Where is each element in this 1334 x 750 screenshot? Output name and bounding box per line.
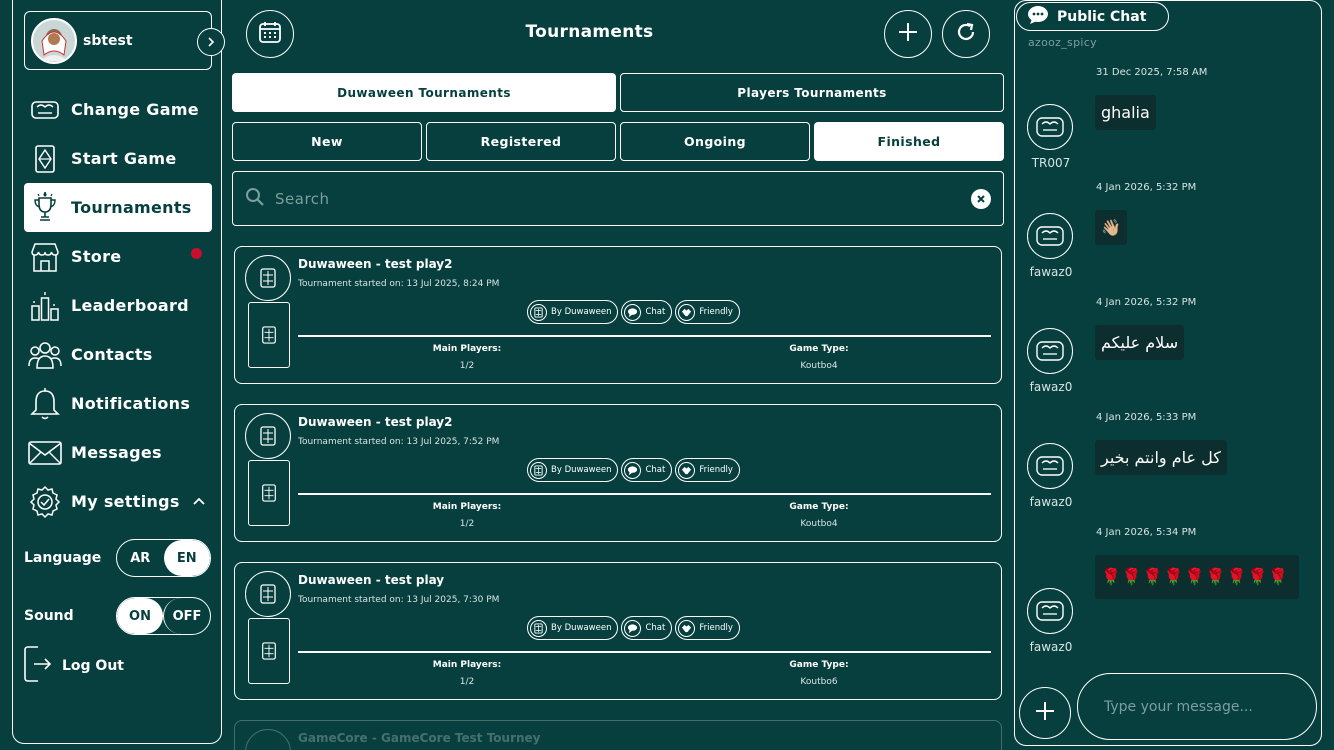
tournament-card[interactable] <box>234 562 1002 700</box>
search-input[interactable] <box>275 190 955 208</box>
tag-label: Chat <box>645 465 666 475</box>
sidebar-item-tournaments[interactable] <box>24 183 212 232</box>
sidebar-item-label: Start Game <box>71 149 177 168</box>
main-players-label: Main Players: <box>432 502 502 512</box>
tournament-status-tabs <box>232 122 1004 161</box>
contacts-icon <box>28 338 62 372</box>
tag-label: Friendly <box>699 465 733 475</box>
main-players-stat <box>397 660 537 687</box>
tag-chat <box>621 458 672 482</box>
search-icon <box>245 187 265 211</box>
user-avatar-icon[interactable] <box>1027 443 1073 489</box>
message-time: 4 Jan 2026, 5:32 PM <box>1096 297 1197 308</box>
game-type-value: Koutbo6 <box>800 677 838 687</box>
chat-bubble-icon <box>624 620 641 637</box>
tag-label: Friendly <box>699 623 733 633</box>
message-username: fawaz0 <box>1029 265 1073 279</box>
language-option-en[interactable]: EN <box>164 540 211 576</box>
chat-message <box>1015 67 1321 177</box>
sidebar-item-start-game[interactable] <box>24 134 212 183</box>
chevron-up-icon[interactable] <box>192 491 206 510</box>
tab-ongoing[interactable]: Ongoing <box>620 122 810 161</box>
sidebar-item-contacts[interactable] <box>24 330 212 379</box>
tag-label: Friendly <box>699 307 733 317</box>
tag-label: By Duwaween <box>551 307 612 317</box>
logout-button[interactable] <box>24 645 124 687</box>
tournament-start-date: Tournament started on: 13 Jul 2025, 7:30 PM <box>298 595 500 605</box>
sidebar-item-label: Contacts <box>71 345 153 364</box>
chat-bubble-icon <box>624 304 641 321</box>
sidebar-item-messages[interactable] <box>24 428 212 477</box>
chat-attach-button[interactable] <box>1019 687 1071 739</box>
game-type-label: Game Type: <box>789 502 849 512</box>
sidebar-item-label: Change Game <box>71 100 199 119</box>
handshake-icon <box>678 620 695 637</box>
tag-friendly <box>675 616 740 640</box>
game-card-icon <box>248 618 290 684</box>
chat-current-user: azooz_spicy <box>1028 36 1097 49</box>
user-avatar-icon[interactable] <box>1027 213 1073 259</box>
user-avatar-icon[interactable] <box>1027 588 1073 634</box>
sidebar-item-label: Store <box>71 247 122 266</box>
cards-icon <box>28 93 62 127</box>
start-game-icon <box>28 142 62 176</box>
message-time: 4 Jan 2026, 5:32 PM <box>1096 182 1197 193</box>
chat-bubble-icon <box>1027 5 1049 29</box>
organizer-icon <box>530 462 547 479</box>
game-card-icon <box>248 460 290 526</box>
trophy-icon <box>28 191 62 225</box>
organizer-icon <box>530 620 547 637</box>
message-bubble: سلام عليكم <box>1095 325 1184 360</box>
tournament-title: Duwaween - test play <box>298 573 445 587</box>
game-type-label: Game Type: <box>789 344 849 354</box>
sidebar-item-leaderboard[interactable] <box>24 281 212 330</box>
chat-message <box>1015 412 1321 522</box>
sidebar-item-label: Notifications <box>71 394 191 413</box>
tournament-start-date: Tournament started on: 13 Jul 2025, 8:24 PM <box>298 279 500 289</box>
divider <box>298 651 991 653</box>
main-players-label: Main Players: <box>432 660 502 670</box>
message-time: 31 Dec 2025, 7:58 AM <box>1096 67 1208 78</box>
chat-channel-pill[interactable] <box>1016 2 1169 31</box>
plus-icon <box>1034 700 1056 726</box>
tag-label: Chat <box>645 623 666 633</box>
chat-channel-title: Public Chat <box>1057 8 1147 25</box>
tournament-tags <box>527 458 740 482</box>
game-logo-icon <box>245 729 291 750</box>
store-icon <box>28 240 62 274</box>
message-bubble: كل عام وانتم بخير <box>1095 440 1227 475</box>
sidebar-item-my-settings[interactable] <box>24 477 212 526</box>
settings-gear-icon <box>28 485 62 519</box>
sound-option-on[interactable]: ON <box>117 598 163 634</box>
handshake-icon <box>678 304 695 321</box>
add-tournament-button[interactable] <box>884 10 932 58</box>
chat-messages <box>1015 61 1321 671</box>
language-label: Language <box>24 550 102 566</box>
language-option-ar[interactable]: AR <box>130 550 151 566</box>
chat-bubble-icon <box>624 462 641 479</box>
tag-organizer <box>527 616 618 640</box>
tab-players-tournaments[interactable]: Players Tournaments <box>620 73 1004 112</box>
message-username: fawaz0 <box>1029 640 1073 654</box>
refresh-button[interactable] <box>942 10 990 58</box>
message-time: 4 Jan 2026, 5:34 PM <box>1096 527 1197 538</box>
logout-icon <box>24 645 52 687</box>
chat-message <box>1015 527 1321 671</box>
tab-new[interactable]: New <box>232 122 422 161</box>
refresh-icon <box>955 21 977 47</box>
tournament-title: GameCore - GameCore Test Tourney <box>298 731 541 745</box>
search-bar <box>232 171 1004 226</box>
tag-organizer <box>527 300 618 324</box>
main-content <box>232 0 1004 750</box>
message-bubble: 👋🏼 <box>1095 210 1127 245</box>
sidebar-item-label: Leaderboard <box>71 296 189 315</box>
tag-friendly <box>675 300 740 324</box>
tag-label: By Duwaween <box>551 465 612 475</box>
tournament-title: Duwaween - test play2 <box>298 257 453 271</box>
sidebar-item-notifications[interactable] <box>24 379 212 428</box>
profile-card[interactable] <box>24 11 212 70</box>
tournament-tags <box>527 616 740 640</box>
sound-label: Sound <box>24 608 74 624</box>
divider <box>298 493 991 495</box>
tag-chat <box>621 300 672 324</box>
tournament-tags <box>527 300 740 324</box>
handshake-icon <box>678 462 695 479</box>
organizer-icon <box>530 304 547 321</box>
sound-toggle[interactable] <box>116 597 211 635</box>
tournament-card[interactable] <box>234 720 1002 750</box>
tag-label: Chat <box>645 307 666 317</box>
language-row <box>24 539 212 577</box>
divider <box>298 335 991 337</box>
message-username: fawaz0 <box>1029 495 1073 509</box>
sound-row <box>24 597 212 635</box>
chat-message <box>1015 297 1321 407</box>
game-logo-icon <box>245 413 291 459</box>
tournament-source-tabs <box>232 73 1004 112</box>
main-players-stat <box>397 344 537 371</box>
sidebar <box>12 0 222 744</box>
game-type-stat <box>749 502 889 529</box>
main-players-value: 1/2 <box>459 519 475 529</box>
tournament-card[interactable] <box>234 404 1002 542</box>
envelope-icon <box>28 436 62 470</box>
bell-icon <box>28 387 62 421</box>
game-logo-icon <box>245 571 291 617</box>
tag-organizer <box>527 458 618 482</box>
chat-panel <box>1014 0 1322 746</box>
sidebar-item-change-game[interactable] <box>24 85 212 134</box>
game-card-icon <box>248 302 290 368</box>
tag-chat <box>621 616 672 640</box>
sidebar-item-label: Messages <box>71 443 162 462</box>
tab-finished[interactable]: Finished <box>814 122 1004 161</box>
game-type-label: Game Type: <box>789 660 849 670</box>
game-type-value: Koutbo4 <box>800 519 838 529</box>
logout-label: Log Out <box>62 658 124 674</box>
sidebar-nav <box>24 85 212 526</box>
tag-friendly <box>675 458 740 482</box>
tournament-card[interactable] <box>234 246 1002 384</box>
tab-duwaween-tournaments[interactable]: Duwaween Tournaments <box>232 73 616 112</box>
game-type-stat <box>749 660 889 687</box>
language-toggle[interactable] <box>116 539 211 577</box>
tournament-title: Duwaween - test play2 <box>298 415 453 429</box>
tag-label: By Duwaween <box>551 623 612 633</box>
plus-icon <box>897 21 919 47</box>
message-username: TR007 <box>1031 156 1071 170</box>
sidebar-item-label: Tournaments <box>71 198 192 217</box>
sidebar-item-label: My settings <box>71 492 180 511</box>
chat-message-input[interactable] <box>1077 673 1317 740</box>
sound-option-off[interactable]: OFF <box>163 598 210 634</box>
tab-registered[interactable]: Registered <box>426 122 616 161</box>
sidebar-item-store[interactable] <box>24 232 212 281</box>
game-type-value: Koutbo4 <box>800 361 838 371</box>
message-bubble: 🌹🌹🌹🌹🌹🌹🌹🌹🌹 <box>1095 555 1299 599</box>
message-username: fawaz0 <box>1029 380 1073 394</box>
main-players-label: Main Players: <box>432 344 502 354</box>
main-players-value: 1/2 <box>459 361 475 371</box>
profile-username: sbtest <box>83 32 133 49</box>
main-players-value: 1/2 <box>459 677 475 687</box>
game-type-stat <box>749 344 889 371</box>
chevron-right-icon[interactable] <box>197 28 225 56</box>
clear-search-icon[interactable] <box>971 189 991 209</box>
user-avatar-icon[interactable] <box>1027 104 1073 150</box>
main-players-stat <box>397 502 537 529</box>
notification-dot <box>191 248 202 259</box>
page-title: Tournaments <box>525 22 654 42</box>
game-logo-icon <box>245 255 291 301</box>
avatar <box>31 18 77 64</box>
tournament-start-date: Tournament started on: 13 Jul 2025, 7:52 PM <box>298 437 500 447</box>
user-avatar-icon[interactable] <box>1027 328 1073 374</box>
tournament-list <box>234 246 1002 750</box>
message-bubble: ghalia <box>1095 95 1156 130</box>
message-time: 4 Jan 2026, 5:33 PM <box>1096 412 1197 423</box>
chat-message <box>1015 182 1321 292</box>
leaderboard-icon <box>28 289 62 323</box>
